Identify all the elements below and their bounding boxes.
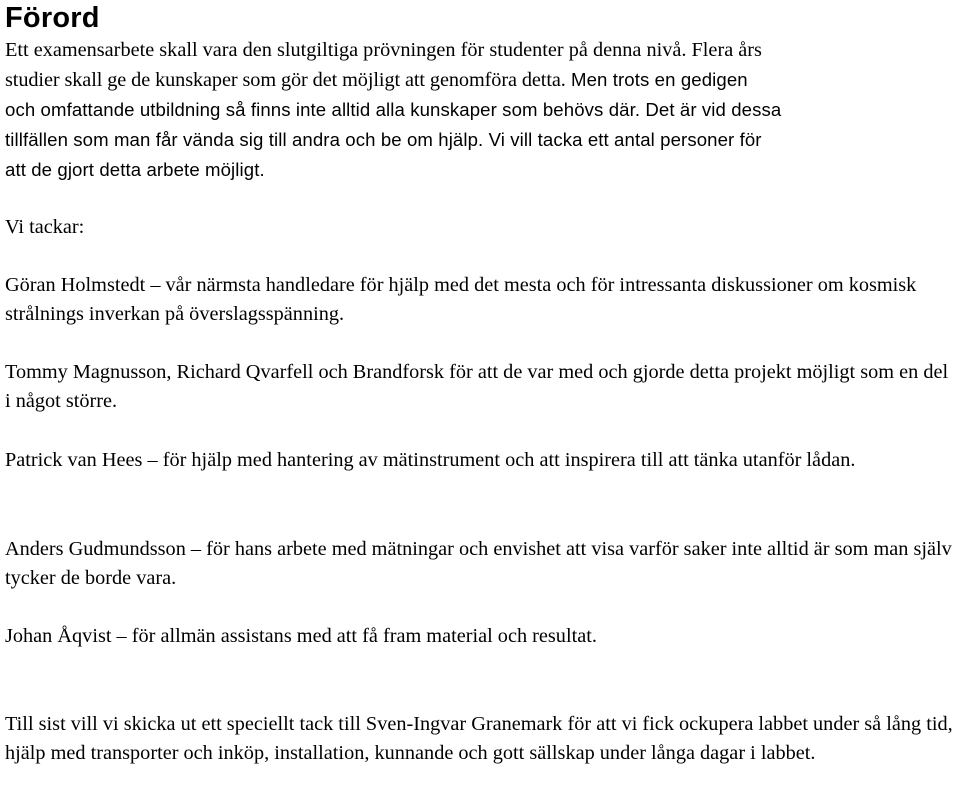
- thanks-tommy: Tommy Magnusson, Richard Qvarfell och Brandforsk för att de var med och gjorde detta projekt möjligt som en del i något större.: [5, 361, 949, 412]
- intro-line-2-end: Men trots en gedigen: [565, 69, 748, 90]
- intro-line-1: Ett examensarbete skall vara den slutgiltiga prövningen för studenter på denna nivå. Flera års: [5, 39, 762, 61]
- thanks-patrick: Patrick van Hees – för hjälp med hantering av mätinstrument och att inspirera till att tänka utanför lådan.: [5, 449, 856, 471]
- thanks-intro: Vi tackar:: [5, 216, 85, 238]
- intro-line-2: studier skall ge de kunskaper som gör det möjligt att genomföra detta.: [5, 69, 566, 91]
- page-title: Förord: [5, 2, 100, 34]
- intro-line-4-end: Vi vill tacka ett antal personer för: [483, 129, 762, 150]
- intro-paragraph: [5, 35, 957, 185]
- thanks-anders: Anders Gudmundsson – för hans arbete med mätningar och envishet att visa varför saker inte alltid är som man själv tycker de borde vara.: [5, 538, 952, 589]
- document-page: [5, 0, 957, 764]
- intro-line-4: tillfällen som man får vända sig till andra och be om hjälp.: [5, 129, 484, 150]
- thanks-johan: Johan Åqvist – för allmän assistans med att få fram material och resultat.: [5, 625, 597, 647]
- thanks-goran: Göran Holmstedt – vår närmsta handledare för hjälp med det mesta och för intressanta diskussioner om kosmisk strålnings inverkan på överslagsspänning.: [5, 274, 917, 325]
- intro-line-3-end: Det är vid dessa: [640, 99, 782, 120]
- intro-line-3: och omfattande utbildning så finns inte alltid alla kunskaper som behövs där.: [5, 99, 641, 120]
- intro-line-5: att de gjort detta arbete möjligt.: [5, 159, 265, 180]
- thanks-final: Till sist vill vi skicka ut ett speciellt tack till Sven-Ingvar Granemark för att vi fick ockupera labbet under så lång tid, hjälp med transporter och inköp, installation, kunnande och gott sällskap under långa dagar i labbet.: [5, 713, 953, 764]
